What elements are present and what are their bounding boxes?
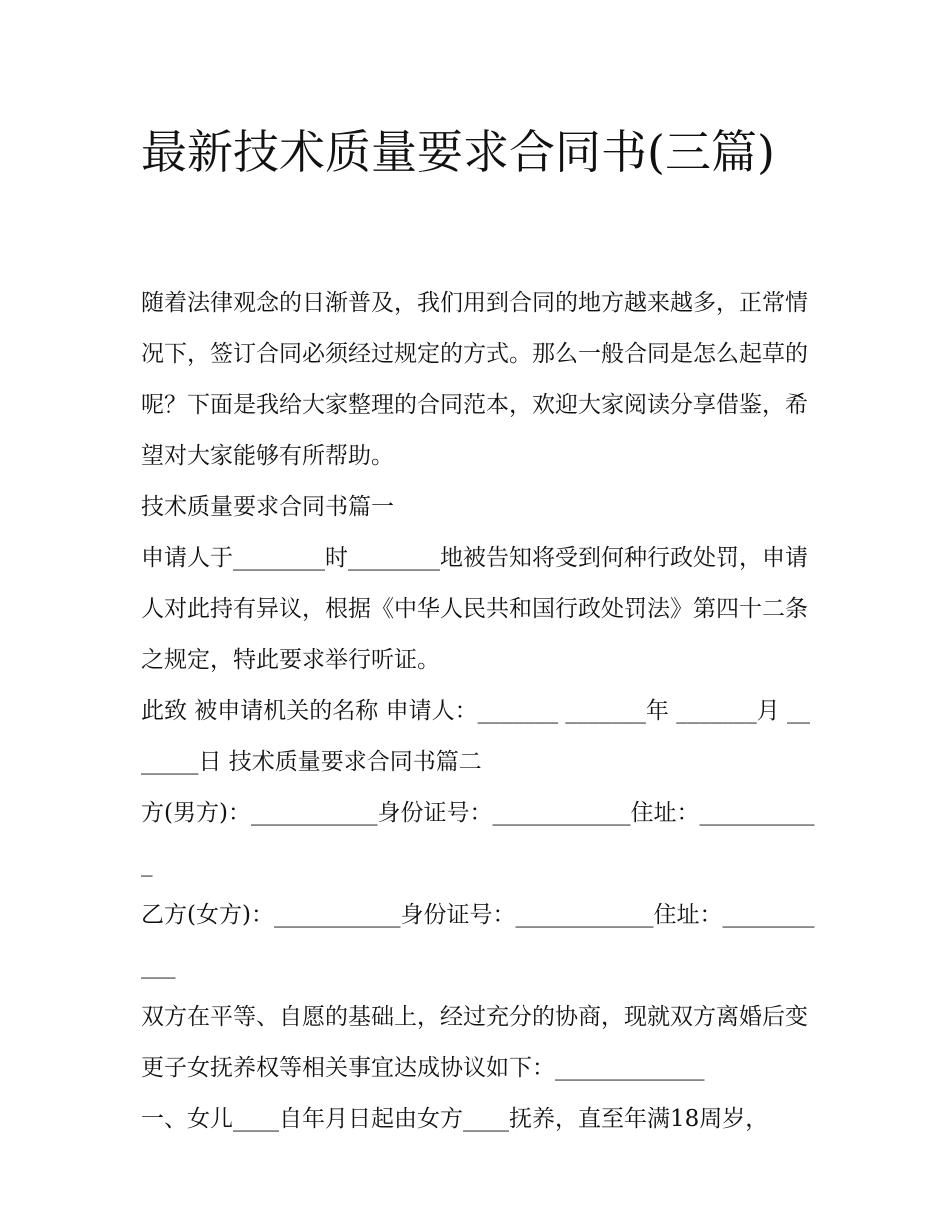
document-title: 最新技术质量要求合同书(三篇) [141,125,775,179]
document-body [141,278,821,1145]
intro-paragraph: 随着法律观念的日渐普及，我们用到合同的地方越来越多，正常情况下，签订合同必须经过规定的方式。那么一般合同是怎么起草的呢？下面是我给大家整理的合同范本，欢迎大家阅读分享借鉴，希望对大家能够有所帮助。 [141,290,808,469]
hearing-request-paragraph: 申请人于________时________地被告知将受到何种行政处罚，申请人对此持有异议，根据《中华人民共和国行政处罚法》第四十二条之规定，特此要求举行听证。 [141,545,808,673]
party-b-paragraph: 乙方(女方)：___________身份证号：____________住址：___________ [141,902,815,979]
party-a-paragraph: 方(男方)：___________身份证号：____________住址：___________ [141,800,815,877]
section-heading-one: 技术质量要求合同书篇一 [141,494,394,520]
signature-paragraph: 此致 被申请机关的名称 申请人：_______ _______年 _______月 _______日 技术质量要求合同书篇二 [141,698,811,775]
agreement-paragraph: 双方在平等、自愿的基础上，经过充分的协商，现就双方离婚后变更子女抚养权等相关事宜达成协议如下：_____________ [141,1004,808,1081]
clause-one-paragraph: 一、女儿____自年月日起由女方____抚养，直至年满18周岁， [141,1106,769,1132]
